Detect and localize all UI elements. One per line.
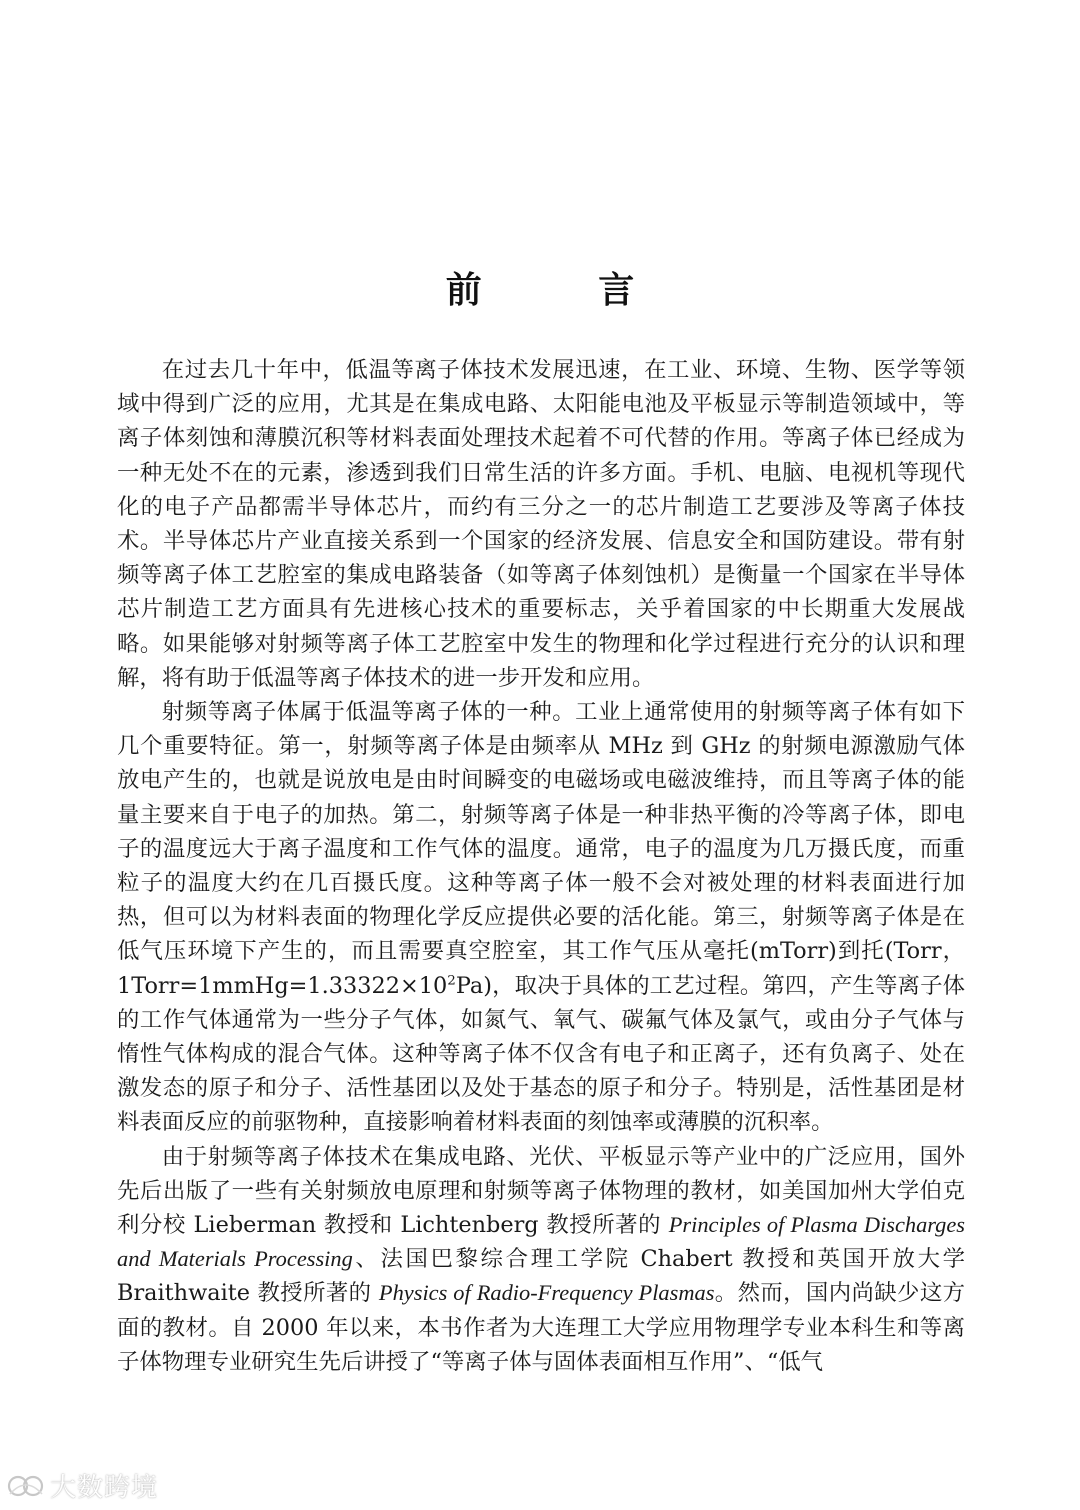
exponent: 2: [447, 973, 456, 989]
watermark-text: 大数跨境: [50, 1473, 159, 1503]
paragraph-2-part-b: Pa)，取决于具体的工艺过程。第四，产生等离子体的工作气体通常为一些分子气体，如氮气、氧气、碳氟气体及氯气，或由分子气体与惰性气体构成的混合气体。这种等离子体不仅含有电子和正离子，还有负离子、处在激发态的原子和分子、活性基团以及处于基态的原子和分子。特别是，活性基团是材料表面反应的前驱物种，直接影响着材料表面的刻蚀率或薄膜的沉积率。: [117, 972, 965, 1136]
paragraph-3-part-a: 由于射频等离子体技术在集成电路、光伏、平板显示等产业中的广泛应用，国外先后出版了一些有关射频放电原理和射频等离子体物理的教材，如美国加州大学伯克利分校 Lieberman 教授和 Lichtenberg 教授所著的: [117, 1143, 965, 1239]
paragraph-2-part-a: 射频等离子体属于低温等离子体的一种。工业上通常使用的射频等离子体有如下几个重要特征。第一，射频等离子体是由频率从 MHz 到 GHz 的射频电源激励气体放电产生的，也就是说放电是由时间瞬变的电磁场或电磁波维持，而且等离子体的能量主要来自于电子的加热。第二，射频等离子体是一种非热平衡的冷等离子体，即电子的温度远大于离子温度和工作气体的温度。通常，电子的温度为几万摄氏度，而重粒子的温度大约在几百摄氏度。这种等离子体一般不会对被处理的材料表面进行加热，但可以为材料表面的物理化学反应提供必要的活化能。第三，射频等离子体是在低气压环境下产生的，而且需要真空腔室，其工作气压从毫托(mTorr)到托(Torr，1Torr=1mmHg=1.33322×10: [117, 699, 965, 999]
paragraph-3-part-b: 、法国巴黎综合理工学院 Chabert 教授和英国开放大学 Braithwaite 教授所著的: [117, 1246, 965, 1307]
body-text: [117, 353, 965, 1379]
book-title-1: Principles of Plasma Discharges and Materials Processing: [117, 1212, 965, 1272]
paragraph-3-part-c: 。然而，国内尚缺少这方面的教材。自 2000 年以来，本书作者为大连理工大学应用物理学专业本科生和等离子体物理专业研究生先后讲授了“等离子体与固体表面相互作用”、“低气: [117, 1280, 965, 1375]
paragraph-1: 在过去几十年中，低温等离子体技术发展迅速，在工业、环境、生物、医学等领域中得到广泛的应用，尤其是在集成电路、太阳能电池及平板显示等制造领域中，等离子体刻蚀和薄膜沉积等材料表面处理技术起着不可代替的作用。等离子体已经成为一种无处不在的元素，渗透到我们日常生活的许多方面。手机、电脑、电视机等现代化的电子产品都需半导体芯片，而约有三分之一的芯片制造工艺要涉及等离子体技术。半导体芯片产业直接关系到一个国家的经济发展、信息安全和国防建设。带有射频等离子体工艺腔室的集成电路装备（如等离子体刻蚀机）是衡量一个国家在半导体芯片制造工艺方面具有先进核心技术的重要标志，关乎着国家的中长期重大发展战略。如果能够对射频等离子体工艺腔室中发生的物理和化学过程进行充分的认识和理解，将有助于低温等离子体技术的进一步开发和应用。: [117, 357, 965, 691]
paragraph-2: [117, 695, 965, 1140]
page-title: 前 言: [445, 270, 687, 311]
watermark-logo-icon: [6, 1472, 46, 1500]
watermark: [6, 1467, 158, 1504]
book-title-2: Physics of Radio-Frequency Plasmas: [378, 1280, 715, 1306]
paragraph-3: [117, 1140, 965, 1379]
